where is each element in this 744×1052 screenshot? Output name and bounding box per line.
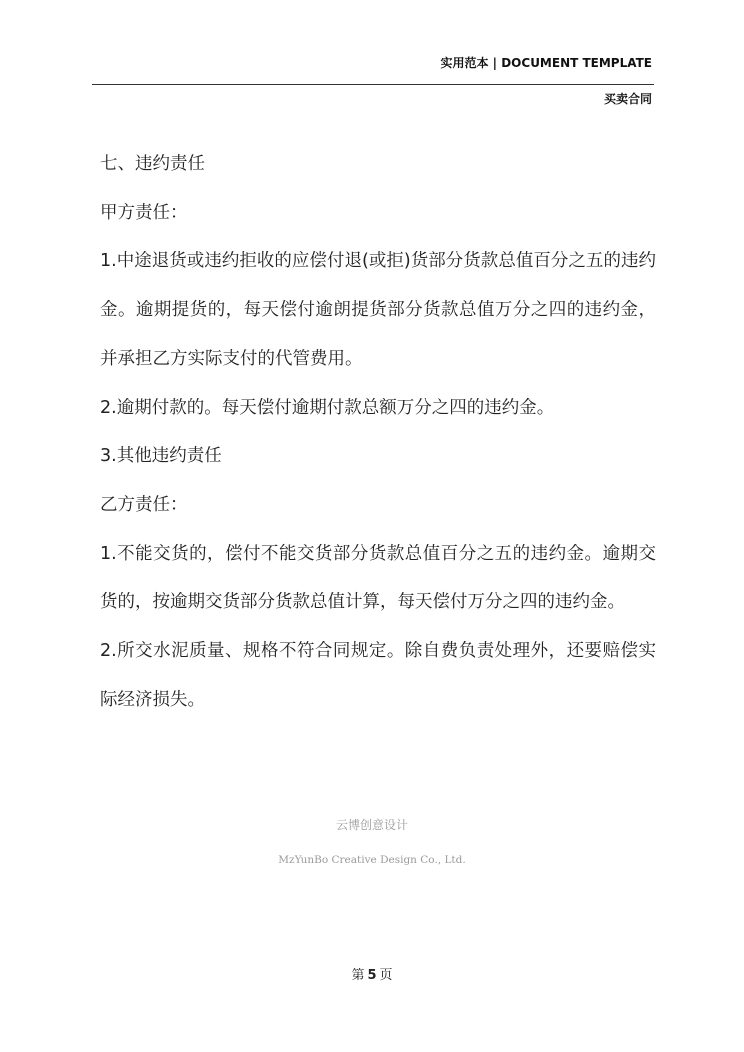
- page-number-value: 5: [367, 968, 377, 983]
- paragraph: 2.逾期付款的。每天偿付逾期付款总额万分之四的违约金。: [100, 397, 555, 418]
- paragraph: 3.其他违约责任: [100, 446, 222, 467]
- paragraph: 1.中途退货或违约拒收的应偿付退(或拒)货部分货款总值百分之五的违约金。逾期提货的，每天偿付逾朗提货部分货款总值万分之四的违约金，并承担乙方实际支付的代管费用。: [100, 251, 656, 369]
- footer-brand-english: MzYunBo Creative Design Co., Ltd.: [278, 854, 466, 866]
- footer-brand: 云博创意设计: [335, 818, 408, 832]
- party-b-heading: 乙方责任：: [100, 494, 188, 515]
- header-subtitle: 买卖合同: [603, 92, 652, 106]
- header-divider: [92, 84, 654, 85]
- header-title: 实用范本 | DOCUMENT TEMPLATE: [440, 56, 652, 70]
- section-heading: 七、违约责任: [100, 154, 205, 174]
- page-number: [0, 964, 744, 983]
- party-a-heading: 甲方责任：: [100, 202, 188, 223]
- page-number-prefix: 第: [351, 968, 365, 983]
- paragraph: 1.不能交货的，偿付不能交货部分货款总值百分之五的违约金。逾期交货的，按逾期交货部分货款总值计算，每天偿付万分之四的违约金。: [100, 543, 656, 613]
- document-body: [100, 140, 656, 724]
- paragraph: 2.所交水泥质量、规格不符合同规定。除自费负责处理外，还要赔偿实际经济损失。: [100, 641, 656, 710]
- page-number-suffix: 页: [379, 968, 393, 983]
